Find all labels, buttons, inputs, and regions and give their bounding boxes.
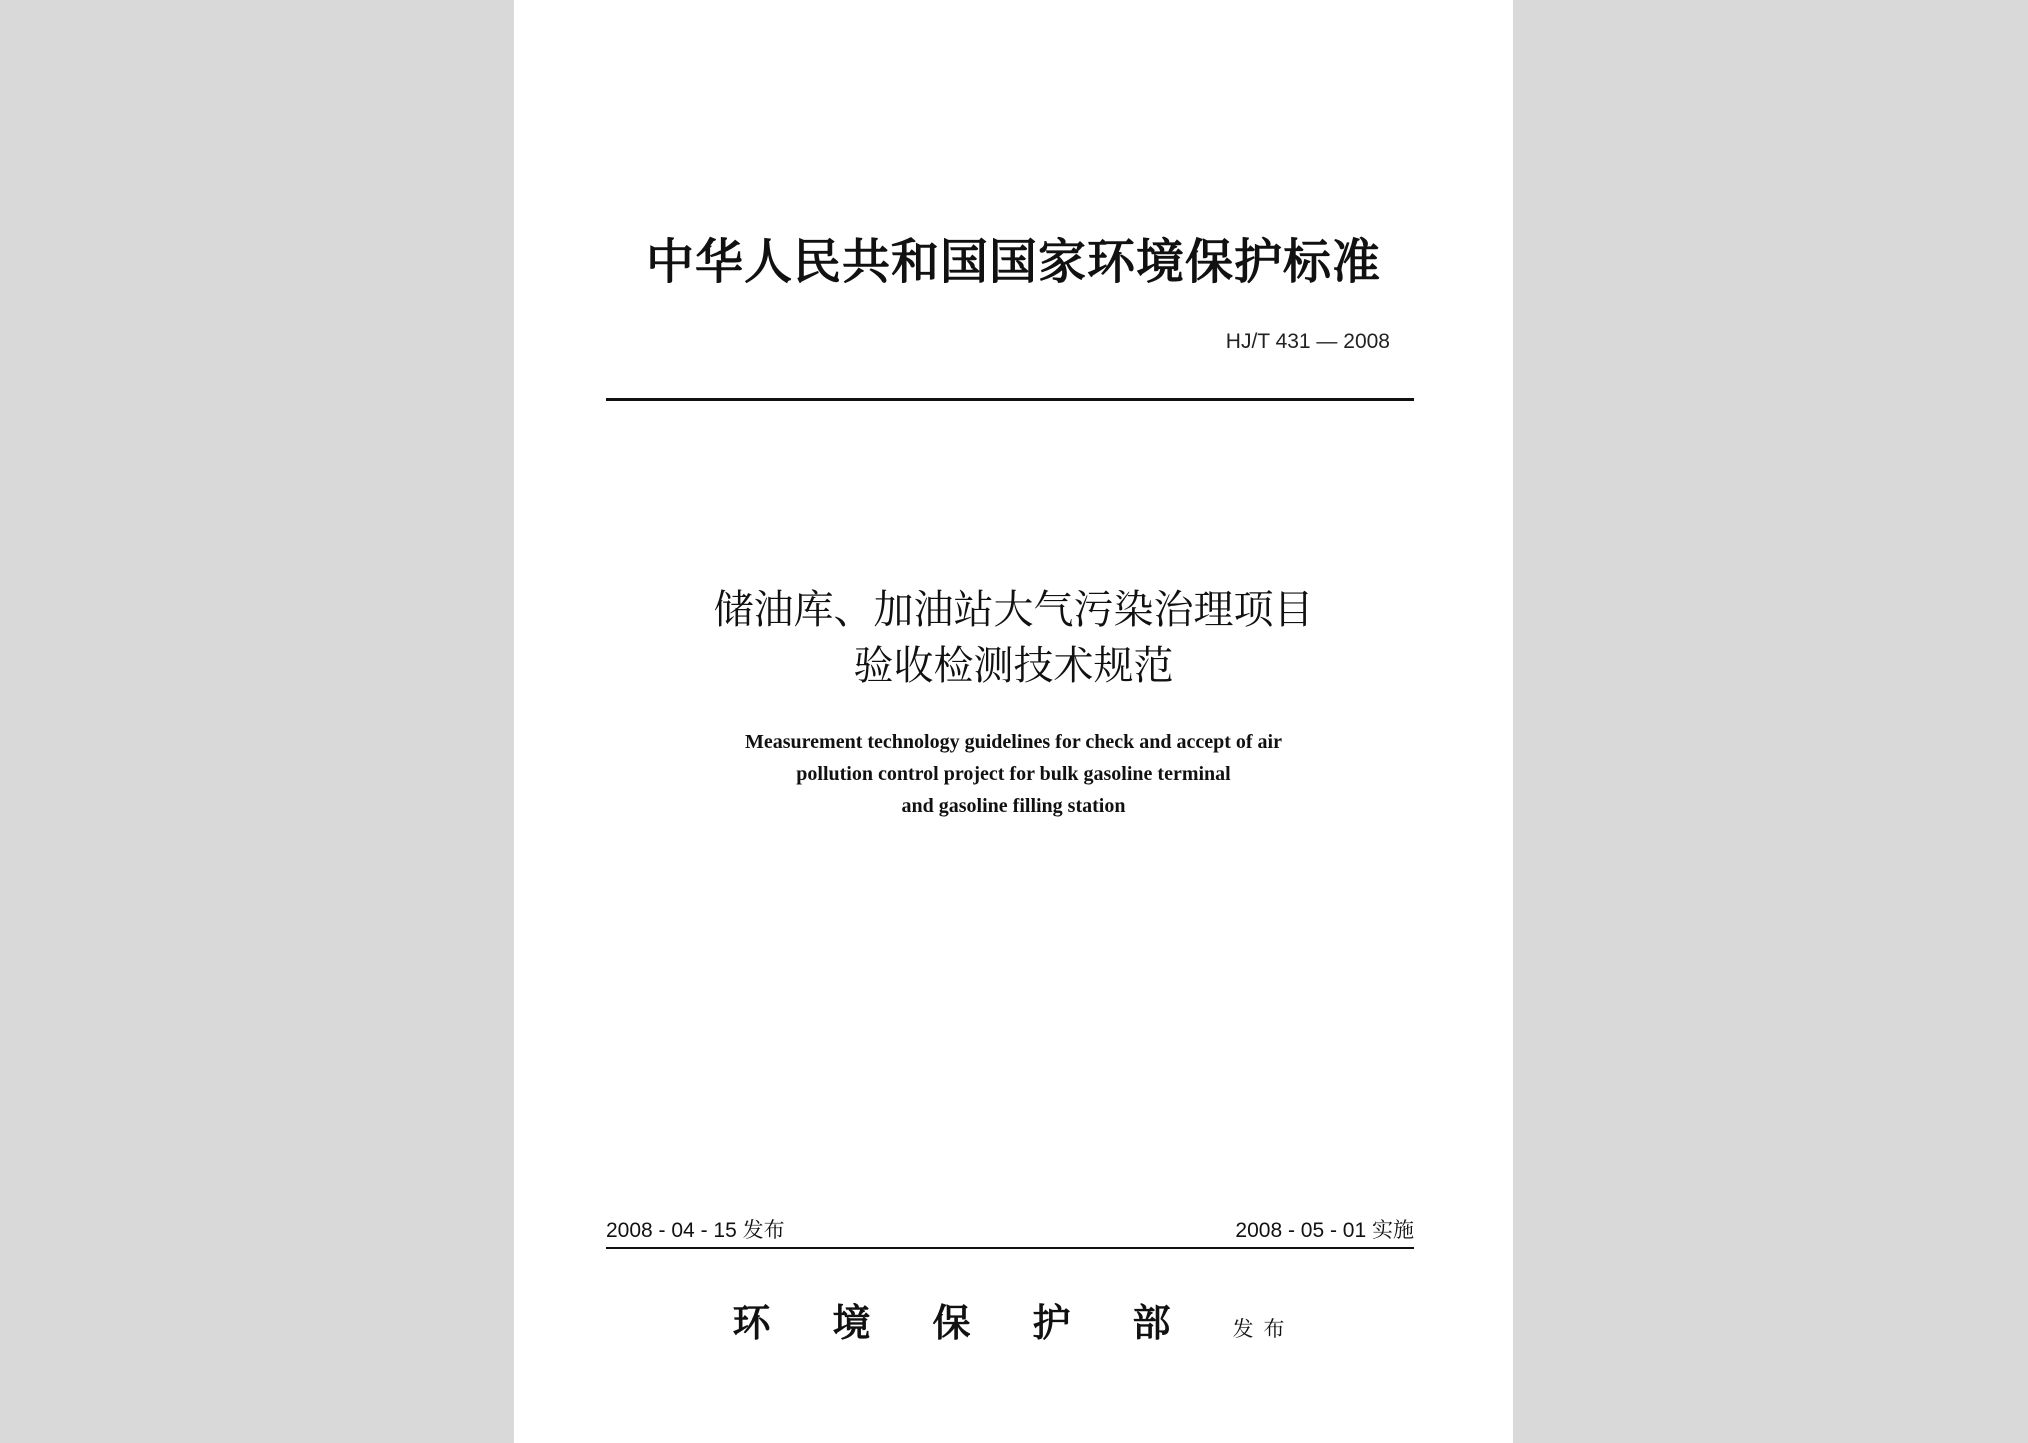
publish-label: 发布 <box>1232 1317 1295 1341</box>
bottom-divider <box>606 1247 1414 1249</box>
standard-code: HJ/T 431 — 2008 <box>1225 330 1390 353</box>
document-title-english <box>514 726 1513 822</box>
standard-title: 中华人民共和国国家环境保护标准 <box>645 234 1381 290</box>
document-title-chinese <box>514 582 1513 694</box>
document-page <box>514 0 1513 1443</box>
publisher-line <box>514 1292 1513 1347</box>
title-en-line-2: pollution control project for bulk gasoline terminal <box>796 763 1231 785</box>
issue-date: 2008 - 04 - 15 发布 <box>606 1219 785 1242</box>
title-cn-line-2: 验收检测技术规范 <box>853 643 1174 689</box>
title-en-line-3: and gasoline filling station <box>901 795 1126 817</box>
top-divider <box>606 398 1414 401</box>
implementation-date: 2008 - 05 - 01 实施 <box>1235 1219 1414 1242</box>
publisher-name: 环境保护部 <box>732 1300 1233 1345</box>
title-en-line-1: Measurement technology guidelines for check and accept of air <box>745 731 1282 753</box>
title-cn-line-1: 储油库、加油站大气污染治理项目 <box>713 587 1314 633</box>
